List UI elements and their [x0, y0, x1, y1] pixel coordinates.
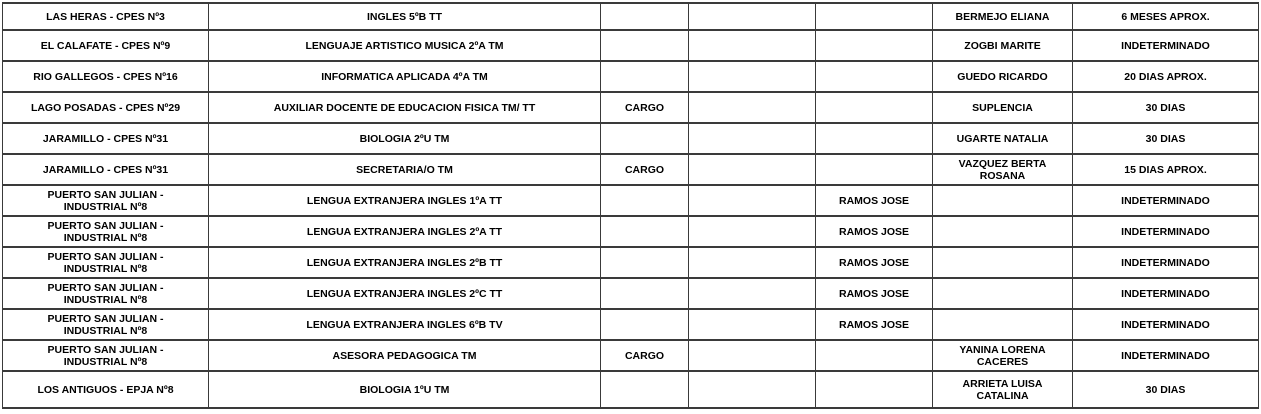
cell-aux [689, 371, 816, 408]
table-row [3, 61, 1259, 92]
cell-school [3, 3, 209, 30]
cell-duration: 20 DIAS APROX. [1073, 61, 1259, 92]
cell-aux [689, 185, 816, 216]
cell-cargo [601, 61, 689, 92]
school-label: JARAMILLO - CPES Nº31 [42, 132, 169, 145]
school-label: EL CALAFATE - CPES Nº9 [40, 39, 171, 52]
cell-subject: INGLES 5ºB TT [209, 3, 601, 30]
cell-subject: ASESORA PEDAGOGICA TM [209, 340, 601, 371]
cell-cargo [601, 30, 689, 61]
cell-person-secondary [816, 340, 933, 371]
cell-school [3, 340, 209, 371]
cell-aux [689, 247, 816, 278]
cell-cargo: CARGO [601, 92, 689, 123]
table-row [3, 371, 1259, 408]
cell-duration: INDETERMINADO [1073, 216, 1259, 247]
cell-duration: 15 DIAS APROX. [1073, 154, 1259, 185]
cell-cargo: CARGO [601, 340, 689, 371]
cell-person: VAZQUEZ BERTA ROSANA [933, 154, 1073, 185]
cell-aux [689, 154, 816, 185]
cell-person-secondary [816, 30, 933, 61]
cell-aux [689, 3, 816, 30]
cell-school [3, 92, 209, 123]
cell-person-secondary [816, 123, 933, 154]
cell-person-secondary: RAMOS JOSE [816, 278, 933, 309]
cell-subject: BIOLOGIA 1ºU TM [209, 371, 601, 408]
cell-aux [689, 61, 816, 92]
school-label: RIO GALLEGOS - CPES Nº16 [33, 70, 178, 83]
school-label: PUERTO SAN JULIAN - INDUSTRIAL Nº8 [47, 343, 164, 368]
cell-duration: INDETERMINADO [1073, 185, 1259, 216]
cell-aux [689, 123, 816, 154]
cell-person-secondary [816, 3, 933, 30]
cell-person-secondary: RAMOS JOSE [816, 247, 933, 278]
cell-subject: LENGUA EXTRANJERA INGLES 2ºA TT [209, 216, 601, 247]
cell-subject: SECRETARIA/O TM [209, 154, 601, 185]
cell-person: ARRIETA LUISA CATALINA [933, 371, 1073, 408]
table-row [3, 123, 1259, 154]
cell-school [3, 309, 209, 340]
assignments-table-body [3, 3, 1259, 408]
cell-aux [689, 216, 816, 247]
table-row [3, 216, 1259, 247]
cell-aux [689, 278, 816, 309]
cell-aux [689, 309, 816, 340]
school-label: PUERTO SAN JULIAN - INDUSTRIAL Nº8 [47, 312, 164, 337]
cell-person: ZOGBI MARITE [933, 30, 1073, 61]
table-row [3, 278, 1259, 309]
cell-person [933, 247, 1073, 278]
cell-subject: LENGUA EXTRANJERA INGLES 2ºC TT [209, 278, 601, 309]
cell-person-secondary [816, 371, 933, 408]
cell-aux [689, 30, 816, 61]
cell-person [933, 309, 1073, 340]
table-row [3, 247, 1259, 278]
cell-school [3, 216, 209, 247]
cell-duration: INDETERMINADO [1073, 340, 1259, 371]
cell-duration: INDETERMINADO [1073, 278, 1259, 309]
cell-cargo [601, 123, 689, 154]
cell-person: UGARTE NATALIA [933, 123, 1073, 154]
table-row [3, 154, 1259, 185]
school-label: PUERTO SAN JULIAN - INDUSTRIAL Nº8 [47, 219, 164, 244]
cell-subject: INFORMATICA APLICADA 4ºA TM [209, 61, 601, 92]
school-label: LOS ANTIGUOS - EPJA Nº8 [37, 383, 174, 396]
school-label: PUERTO SAN JULIAN - INDUSTRIAL Nº8 [47, 188, 164, 213]
cell-aux [689, 340, 816, 371]
cell-person-secondary [816, 154, 933, 185]
cell-subject: AUXILIAR DOCENTE DE EDUCACION FISICA TM/ TT [209, 92, 601, 123]
cell-duration: 6 MESES APROX. [1073, 3, 1259, 30]
cell-cargo [601, 247, 689, 278]
cell-person-secondary: RAMOS JOSE [816, 309, 933, 340]
cell-cargo [601, 3, 689, 30]
school-label: LAS HERAS - CPES Nº3 [46, 10, 165, 23]
cell-school [3, 61, 209, 92]
cell-subject: LENGUA EXTRANJERA INGLES 2ºB TT [209, 247, 601, 278]
cell-person: YANINA LORENA CACERES [933, 340, 1073, 371]
school-label: PUERTO SAN JULIAN - INDUSTRIAL Nº8 [47, 281, 164, 306]
cell-person-secondary: RAMOS JOSE [816, 216, 933, 247]
cell-cargo [601, 371, 689, 408]
cell-cargo: CARGO [601, 154, 689, 185]
school-label: LAGO POSADAS - CPES Nº29 [30, 101, 181, 114]
cell-school [3, 185, 209, 216]
cell-cargo [601, 216, 689, 247]
cell-cargo [601, 278, 689, 309]
cell-duration: 30 DIAS [1073, 92, 1259, 123]
cell-school [3, 123, 209, 154]
cell-cargo [601, 309, 689, 340]
cell-school [3, 278, 209, 309]
cell-school [3, 30, 209, 61]
cell-person [933, 216, 1073, 247]
school-label: JARAMILLO - CPES Nº31 [42, 163, 169, 176]
cell-person-secondary: RAMOS JOSE [816, 185, 933, 216]
table-row [3, 30, 1259, 61]
cell-school [3, 247, 209, 278]
cell-school [3, 371, 209, 408]
table-row [3, 3, 1259, 30]
table-row [3, 185, 1259, 216]
cell-person: BERMEJO ELIANA [933, 3, 1073, 30]
cell-duration: INDETERMINADO [1073, 30, 1259, 61]
cell-person: GUEDO RICARDO [933, 61, 1073, 92]
cell-duration: 30 DIAS [1073, 123, 1259, 154]
cell-subject: LENGUA EXTRANJERA INGLES 1ºA TT [209, 185, 601, 216]
table-row [3, 309, 1259, 340]
cell-school [3, 154, 209, 185]
table-row [3, 340, 1259, 371]
table-row [3, 92, 1259, 123]
cell-person-secondary [816, 92, 933, 123]
cell-subject: LENGUA EXTRANJERA INGLES 6ºB TV [209, 309, 601, 340]
cell-person: SUPLENCIA [933, 92, 1073, 123]
cell-duration: INDETERMINADO [1073, 309, 1259, 340]
cell-subject: LENGUAJE ARTISTICO MUSICA 2ºA TM [209, 30, 601, 61]
cell-aux [689, 92, 816, 123]
cell-duration: 30 DIAS [1073, 371, 1259, 408]
school-label: PUERTO SAN JULIAN - INDUSTRIAL Nº8 [47, 250, 164, 275]
assignments-table [2, 2, 1259, 409]
cell-person-secondary [816, 61, 933, 92]
cell-cargo [601, 185, 689, 216]
cell-duration: INDETERMINADO [1073, 247, 1259, 278]
cell-person [933, 278, 1073, 309]
cell-person [933, 185, 1073, 216]
cell-subject: BIOLOGIA 2ºU TM [209, 123, 601, 154]
